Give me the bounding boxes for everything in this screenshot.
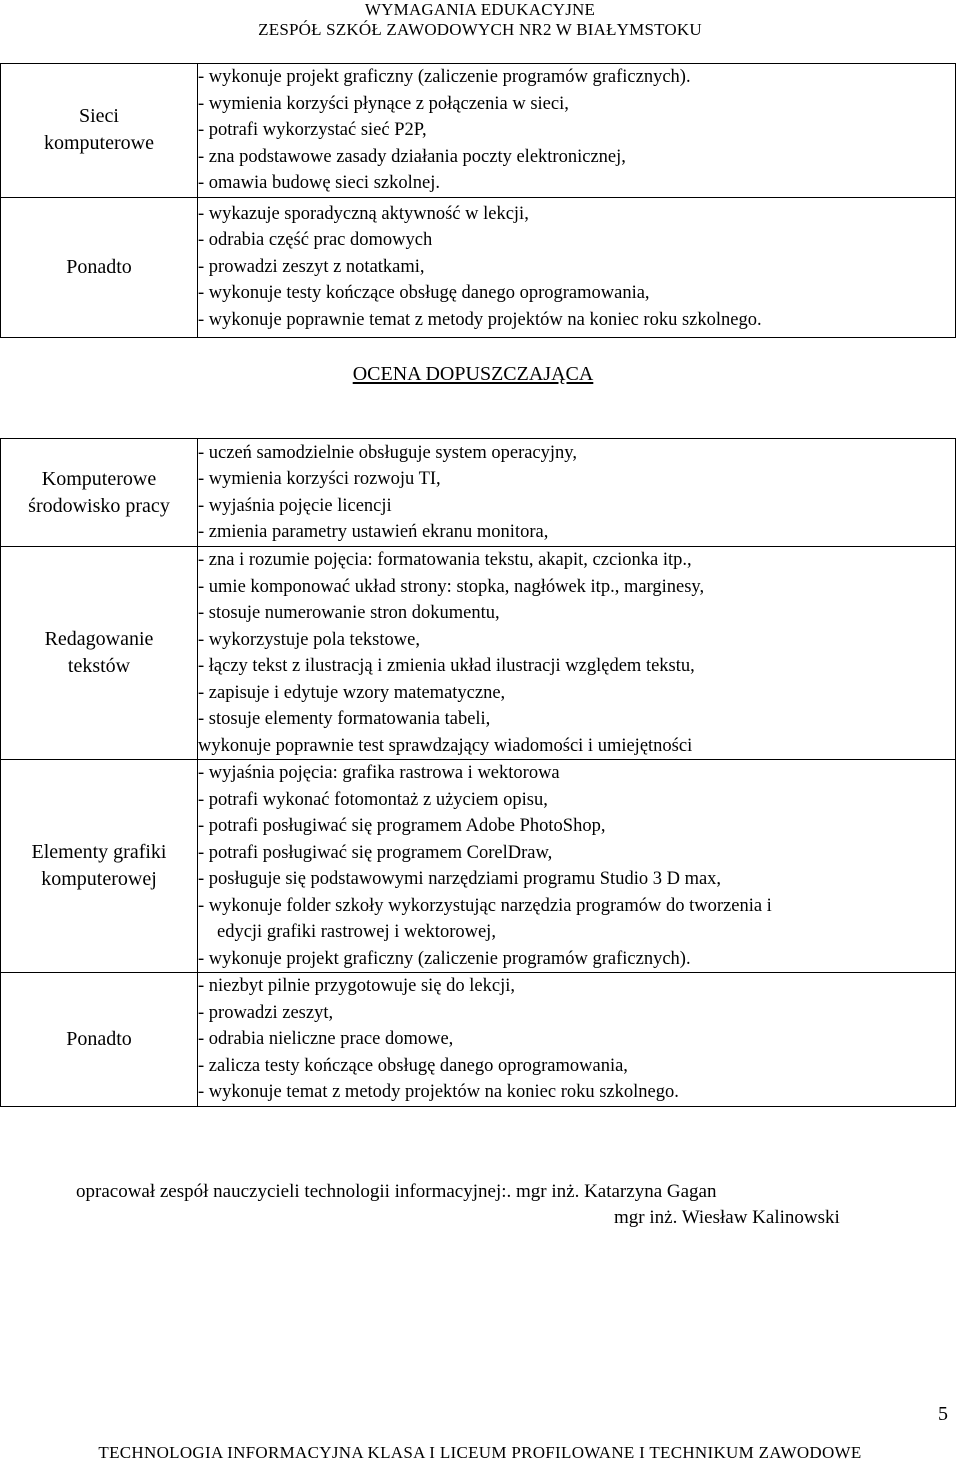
requirements-cell — [198, 197, 956, 337]
requirement-line: - umie komponować układ strony: stopka, nagłówek itp., marginesy, — [198, 576, 705, 597]
subject-label: środowisko pracy — [28, 494, 170, 517]
requirement-line: - stosuje numerowanie stron dokumentu, — [198, 603, 500, 623]
page-number: 5 — [938, 1403, 948, 1425]
requirement-line: - zmienia parametry ustawień ekranu monitora, — [198, 522, 549, 542]
subject-label: Elementy grafiki — [31, 841, 167, 863]
requirement-line: - zna i rozumie pojęcia: formatowania tekstu, akapit, czcionka itp., — [198, 550, 692, 570]
requirement-line: - wymienia korzyści płynące z połączenia w sieci, — [198, 93, 569, 114]
requirements-cell — [198, 547, 956, 760]
requirement-line: - potrafi posługiwać się programem CorelDraw, — [198, 842, 553, 863]
requirements-table-2 — [0, 438, 956, 1107]
requirements-cell — [198, 760, 956, 973]
subject-cell — [1, 64, 198, 198]
requirements-cell — [198, 439, 956, 547]
requirements-cell — [198, 64, 956, 198]
requirement-line: - łączy tekst z ilustracją i zmienia układ ilustracji względem tekstu, — [198, 656, 695, 676]
requirement-line: - wykonuje projekt graficzny (zaliczenie programów graficznych). — [198, 67, 691, 87]
subject-label: komputerowe — [44, 132, 154, 155]
footer-authors-line-1: opracował zespół nauczycieli technologii informacyjnej:. mgr inż. Katarzyna Gagan — [76, 1181, 717, 1202]
header-line-2: ZESPÓŁ SZKÓŁ ZAWODOWYCH NR2 W BIAŁYMSTOKU — [258, 20, 702, 39]
table-row — [1, 439, 956, 547]
table-row — [1, 973, 956, 1107]
footer-authors-line-2: mgr inż. Wiesław Kalinowski — [614, 1207, 840, 1228]
footer-title: TECHNOLOGIA INFORMACYJNA KLASA I LICEUM PROFILOWANE I TECHNIKUM ZAWODOWE — [98, 1443, 862, 1462]
requirement-line: - wykonuje projekt graficzny (zaliczenie programów graficznych). — [198, 948, 691, 969]
table-row — [1, 760, 956, 973]
requirement-line: - wykonuje folder szkoły wykorzystując narzędzia programów do tworzenia i — [198, 895, 772, 916]
requirement-line: - wykazuje sporadyczną aktywność w lekcji, — [198, 203, 529, 224]
subject-label: tekstów — [67, 655, 131, 677]
requirement-line: - niezbyt pilnie przygotowuje się do lekcji, — [198, 976, 515, 997]
header-line-1: WYMAGANIA EDUKACYJNE — [364, 0, 596, 19]
requirement-line: - zapisuje i edytuje wzory matematyczne, — [198, 682, 506, 703]
subject-label: Sieci — [79, 105, 119, 128]
requirement-line: - potrafi posługiwać się programem Adobe PhotoShop, — [198, 816, 606, 836]
subject-cell — [1, 439, 198, 547]
requirements-cell — [198, 973, 956, 1107]
table-row — [1, 64, 956, 198]
requirement-line: - wykorzystuje pola tekstowe, — [198, 629, 420, 650]
table-row — [1, 197, 956, 337]
requirement-line: - odrabia nieliczne prace domowe, — [198, 1029, 454, 1050]
requirement-line: - wyjaśnia pojęcie licencji — [198, 495, 392, 516]
subject-cell — [1, 973, 198, 1107]
requirement-line: - stosuje elementy formatowania tabeli, — [198, 709, 491, 729]
subject-cell — [1, 760, 198, 973]
requirement-line: - posługuje się podstawowymi narzędziami programu Studio 3 D max, — [198, 869, 722, 889]
requirement-line: - potrafi wykonać fotomontaż z użyciem opisu, — [198, 789, 548, 810]
requirement-line: - uczeń samodzielnie obsługuje system operacyjny, — [198, 442, 577, 463]
subject-label: Redagowanie — [44, 628, 154, 650]
requirements-table-1 — [0, 63, 956, 338]
subject-cell — [1, 197, 198, 337]
table-row — [1, 547, 956, 760]
requirement-line: - zalicza testy kończące obsługę danego oprogramowania, — [198, 1055, 628, 1076]
requirement-line: - wyjaśnia pojęcia: grafika rastrowa i wektorowa — [198, 763, 560, 783]
requirement-line: wykonuje poprawnie test sprawdzający wiadomości i umiejętności — [198, 735, 693, 756]
requirement-line: - odrabia część prac domowych — [198, 230, 433, 251]
subject-label: Ponadto — [66, 255, 132, 278]
requirement-line: - wykonuje poprawnie temat z metody projektów na koniec roku szkolnego. — [198, 309, 762, 330]
requirement-line: edycji grafiki rastrowej i wektorowej, — [217, 922, 496, 942]
subject-label: Ponadto — [66, 1028, 132, 1050]
requirement-line: - omawia budowę sieci szkolnej. — [198, 173, 440, 193]
requirement-line: - wymienia korzyści rozwoju TI, — [198, 469, 441, 489]
requirement-line: - wykonuje temat z metody projektów na koniec roku szkolnego. — [198, 1082, 679, 1103]
subject-label: komputerowej — [41, 868, 157, 890]
subject-cell — [1, 547, 198, 760]
section-title: OCENA DOPUSZCZAJĄCA — [352, 363, 594, 385]
requirement-line: - wykonuje testy kończące obsługę danego oprogramowania, — [198, 283, 650, 304]
subject-label: Komputerowe — [41, 467, 157, 490]
requirement-line: - prowadzi zeszyt, — [198, 1002, 334, 1023]
requirement-line: - zna podstawowe zasady działania poczty elektronicznej, — [198, 146, 626, 167]
requirement-line: - prowadzi zeszyt z notatkami, — [198, 256, 425, 277]
requirement-line: - potrafi wykorzystać sieć P2P, — [198, 120, 427, 140]
